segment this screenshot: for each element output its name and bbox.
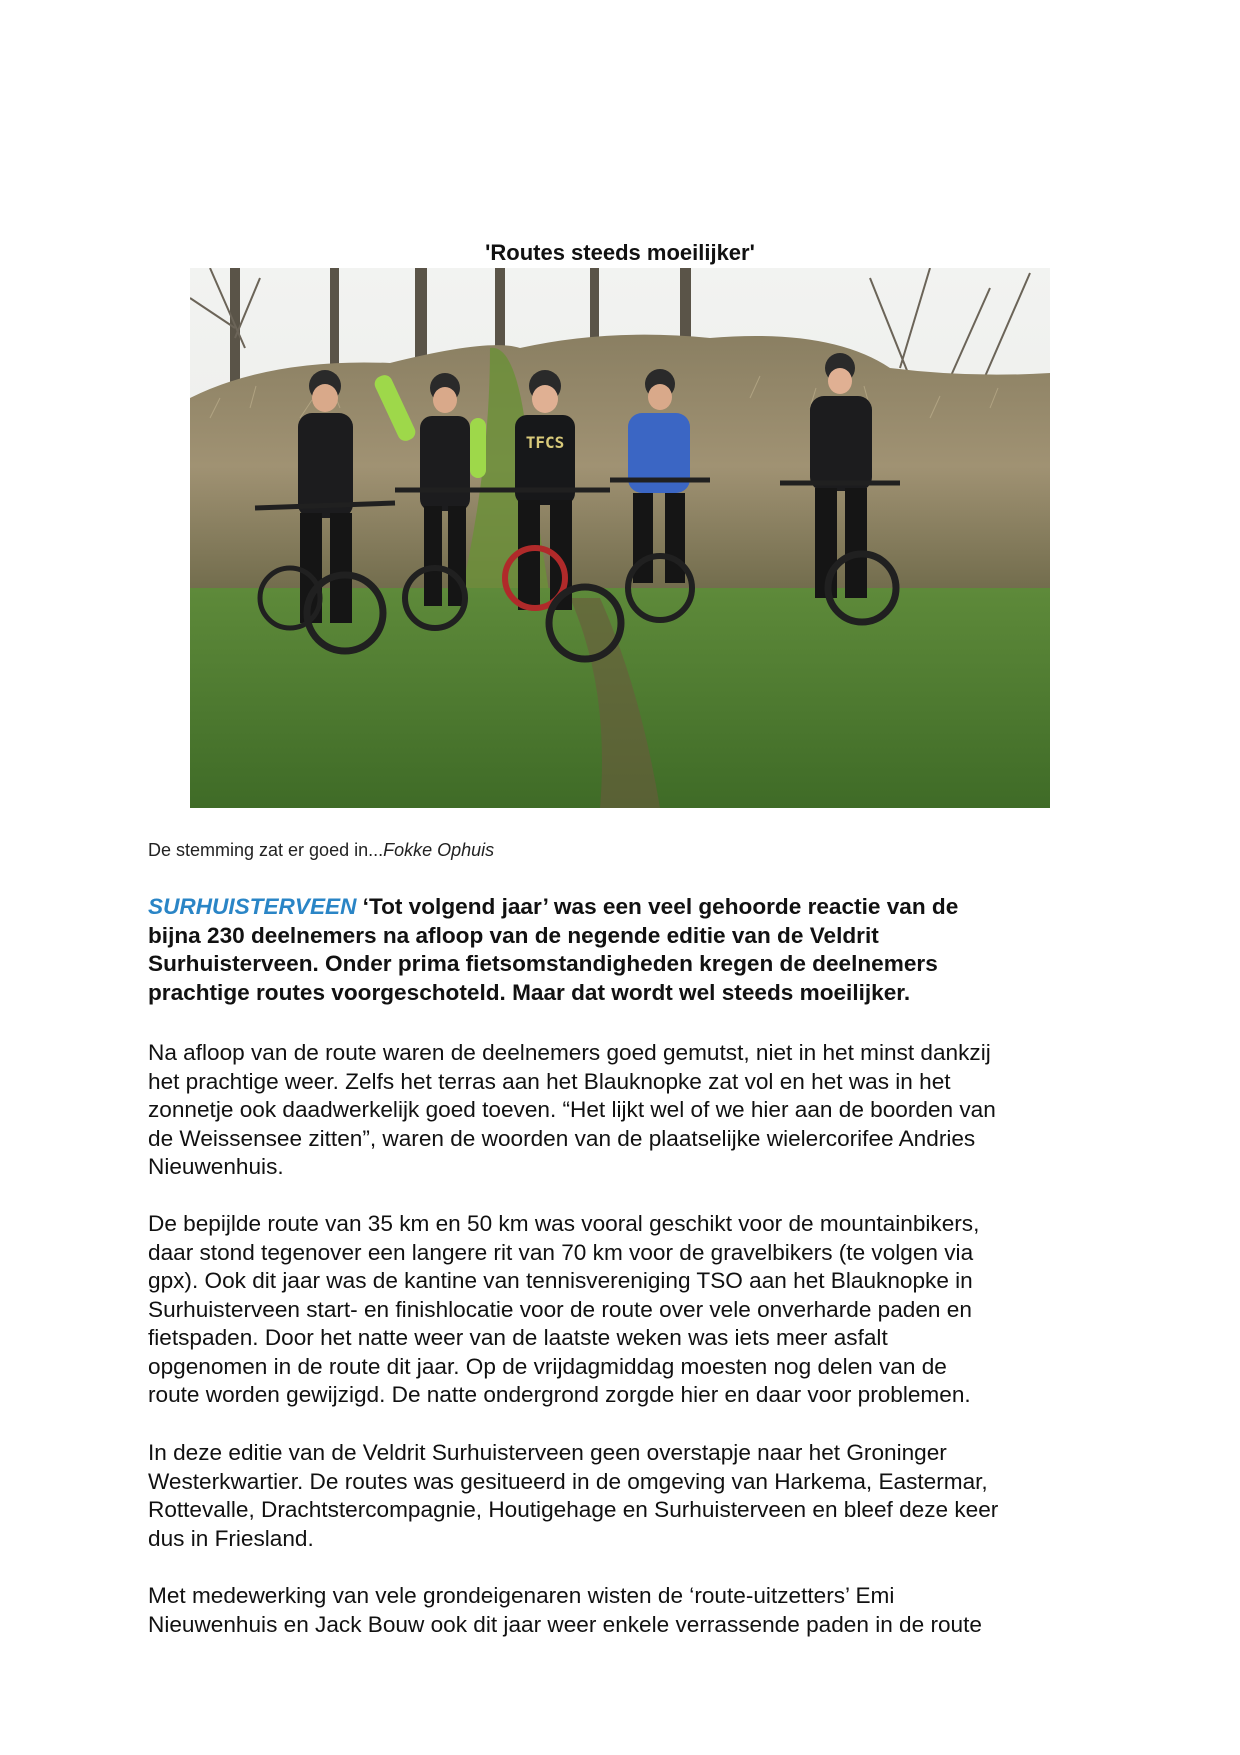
paragraph-line: dus in Friesland. xyxy=(148,1525,314,1551)
paragraph-line: daar stond tegenover een langere rit van 70 km voor de gravelbikers (te volgen via xyxy=(148,1239,974,1265)
paragraph-line: Westerkwartier. De routes was gesitueerd in de omgeving van Harkema, Eastermar, xyxy=(148,1468,988,1494)
paragraph-line: Nieuwenhuis en Jack Bouw ook dit jaar weer enkele verrassende paden in de route xyxy=(148,1611,982,1637)
paragraph-line: Met medewerking van vele grondeigenaren wisten de ‘route-uitzetters’ Emi xyxy=(148,1583,895,1608)
paragraph-line: route worden gewijzigd. De natte ondergrond zorgde hier en daar voor problemen. xyxy=(148,1382,971,1407)
caption-text: De stemming zat er goed in... xyxy=(148,840,384,860)
article-title: 'Routes steeds moeilijker' xyxy=(485,240,755,265)
paragraph-line: Nieuwenhuis. xyxy=(148,1154,284,1179)
paragraph-line: gpx). Ook dit jaar was de kantine van tennisvereniging TSO aan het Blauknopke in xyxy=(148,1268,973,1293)
paragraph-line: In deze editie van de Veldrit Surhuisterveen geen overstapje naar het Groninger xyxy=(148,1440,947,1465)
paragraph-line: De bepijlde route van 35 km en 50 km was vooral geschikt voor de mountainbikers, xyxy=(148,1211,980,1236)
article-photo xyxy=(190,268,1050,808)
paragraph-line: Na afloop van de route waren de deelnemers goed gemutst, niet in het minst dankzij xyxy=(148,1040,991,1065)
body-paragraph-4 xyxy=(148,1582,1108,1639)
lead-line: bijna 230 deelnemers na afloop van de negende editie van de Veldrit xyxy=(148,922,879,948)
article-lead xyxy=(148,893,1088,1007)
paragraph-line: fietspaden. Door het natte weer van de laatste weken was iets meer asfalt xyxy=(148,1325,888,1350)
paragraph-line: zonnetje ook daadwerkelijk goed toeven. “Het lijkt wel of we hier aan de boorden van xyxy=(148,1097,996,1122)
jersey-text: TFCS xyxy=(525,433,565,452)
paragraph-line: opgenomen in de route dit jaar. Op de vrijdagmiddag moesten nog delen van de xyxy=(148,1353,947,1379)
body-paragraph-3 xyxy=(148,1439,1108,1553)
lead-line: Surhuisterveen. Onder prima fietsomstandigheden kregen de deelnemers xyxy=(148,951,938,976)
body-paragraph-1 xyxy=(148,1039,1108,1182)
paragraph-line: Surhuisterveen start- en finishlocatie voor de route over vele onverharde paden en xyxy=(148,1296,972,1322)
lead-line: SURHUISTERVEEN ‘Tot volgend jaar’ was een veel gehoorde reactie van de xyxy=(148,894,959,919)
lead-line: prachtige routes voorgeschoteld. Maar dat wordt wel steeds moeilijker. xyxy=(148,979,911,1005)
body-paragraph-2 xyxy=(148,1210,1108,1410)
photo-caption xyxy=(148,840,494,861)
paragraph-line: de Weissensee zitten”, waren de woorden van de plaatselijke wielercorifee Andries xyxy=(148,1125,976,1151)
dateline-place: SURHUISTERVEEN xyxy=(148,894,357,919)
photo-credit: Fokke Ophuis xyxy=(383,840,495,860)
paragraph-line: Rottevalle, Drachtstercompagnie, Houtigehage en Surhuisterveen en bleef deze keer xyxy=(148,1497,999,1522)
paragraph-line: het prachtige weer. Zelfs het terras aan het Blauknopke zat vol en het was in het xyxy=(148,1068,951,1094)
